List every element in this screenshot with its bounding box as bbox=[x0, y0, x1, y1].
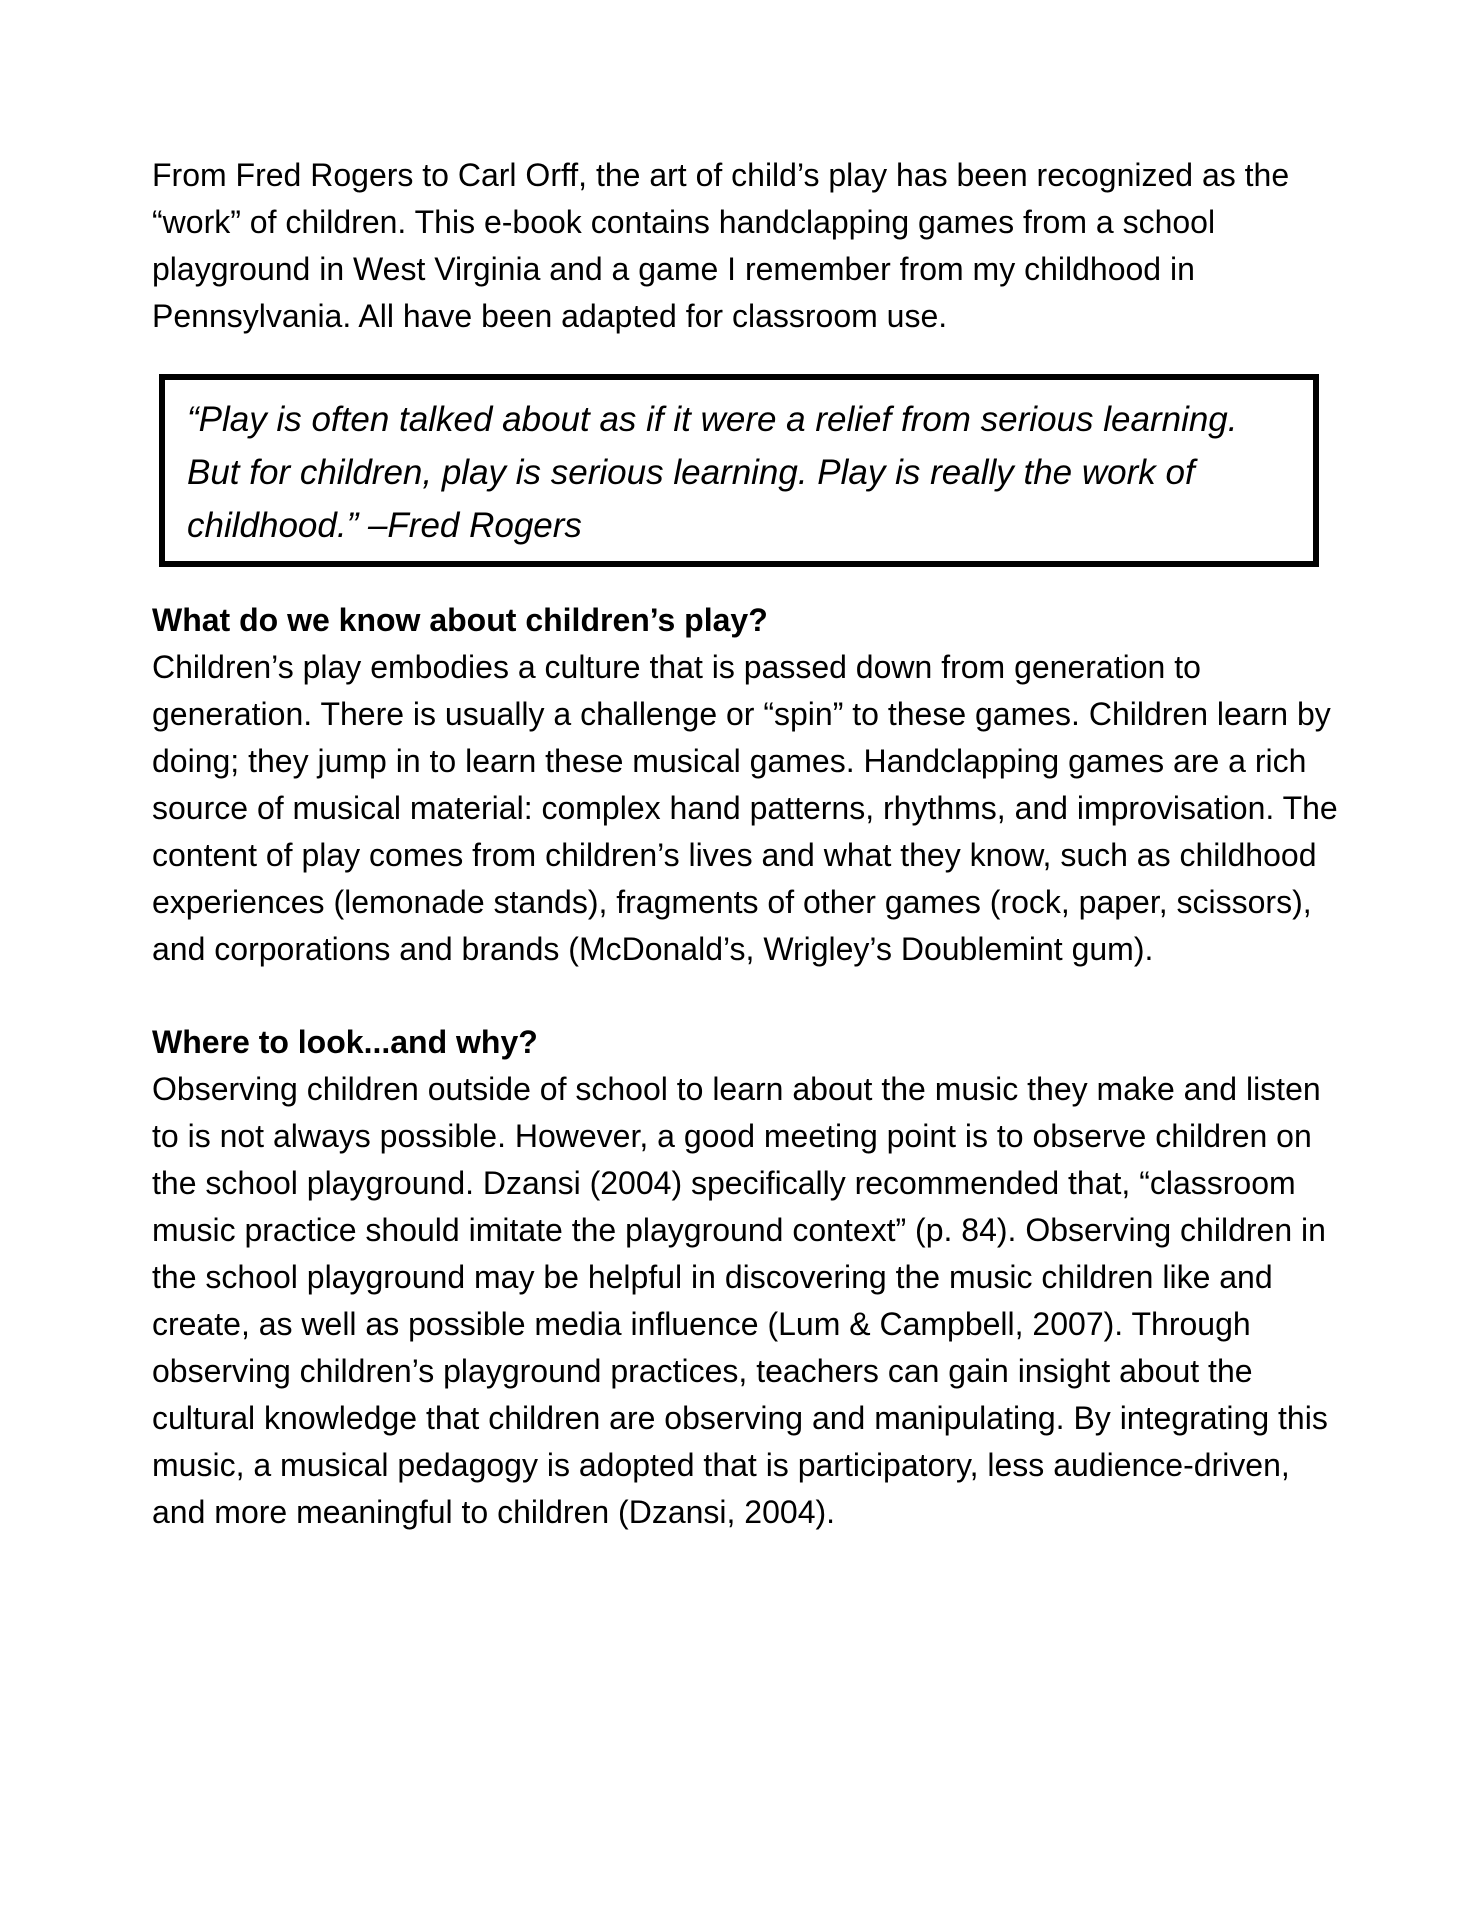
intro-paragraph: From Fred Rogers to Carl Orff, the art of child’s play has been recognized as the “work” of children. This e-book contains handclapping games from a school playground in West Virginia and a game I remember from my childhood in Pennsylvania. All have been adapted for classroom use. bbox=[152, 157, 1290, 334]
quote-box bbox=[159, 374, 1319, 567]
section-body-where-to-look: Observing children outside of school to learn about the music they make and listen to is not always possible. However, a good meeting point is to observe children on the school playground. Dzansi (2004) specifically recommended that, “classroom music practice should imitate the playground context” (p. 84). Observing children in the school playground may be helpful in discovering the music children like and create, as well as possible media influence (Lum & Campbell, 2007). Through observing children’s playground practices, teachers can gain insight about the cultural knowledge that children are observing and manipulating. By integrating this music, a musical pedagogy is adopted that is participatory, less audience-driven, and more meaningful to children (Dzansi, 2004). bbox=[152, 1071, 1328, 1530]
section-heading-childrens-play: What do we know about children’s play? bbox=[152, 602, 768, 638]
page-content bbox=[152, 152, 1340, 1536]
section-heading-where-to-look: Where to look...and why? bbox=[152, 1024, 538, 1060]
quote-text: “Play is often talked about as if it were a relief from serious learning. But for children, play is serious learning. Play is really the work of childhood.” –Fred Rogers bbox=[187, 400, 1238, 545]
section-body-childrens-play: Children’s play embodies a culture that is passed down from generation to generation. There is usually a challenge or “spin” to these games. Children learn by doing; they jump in to learn these musical games. Handclapping games are a rich source of musical material: complex hand patterns, rhythms, and improvisation. The content of play comes from children’s lives and what they know, such as childhood experiences (lemonade stands), fragments of other games (rock, paper, scissors), and corporations and brands (McDonald’s, Wrigley’s Doublemint gum). bbox=[152, 649, 1338, 967]
